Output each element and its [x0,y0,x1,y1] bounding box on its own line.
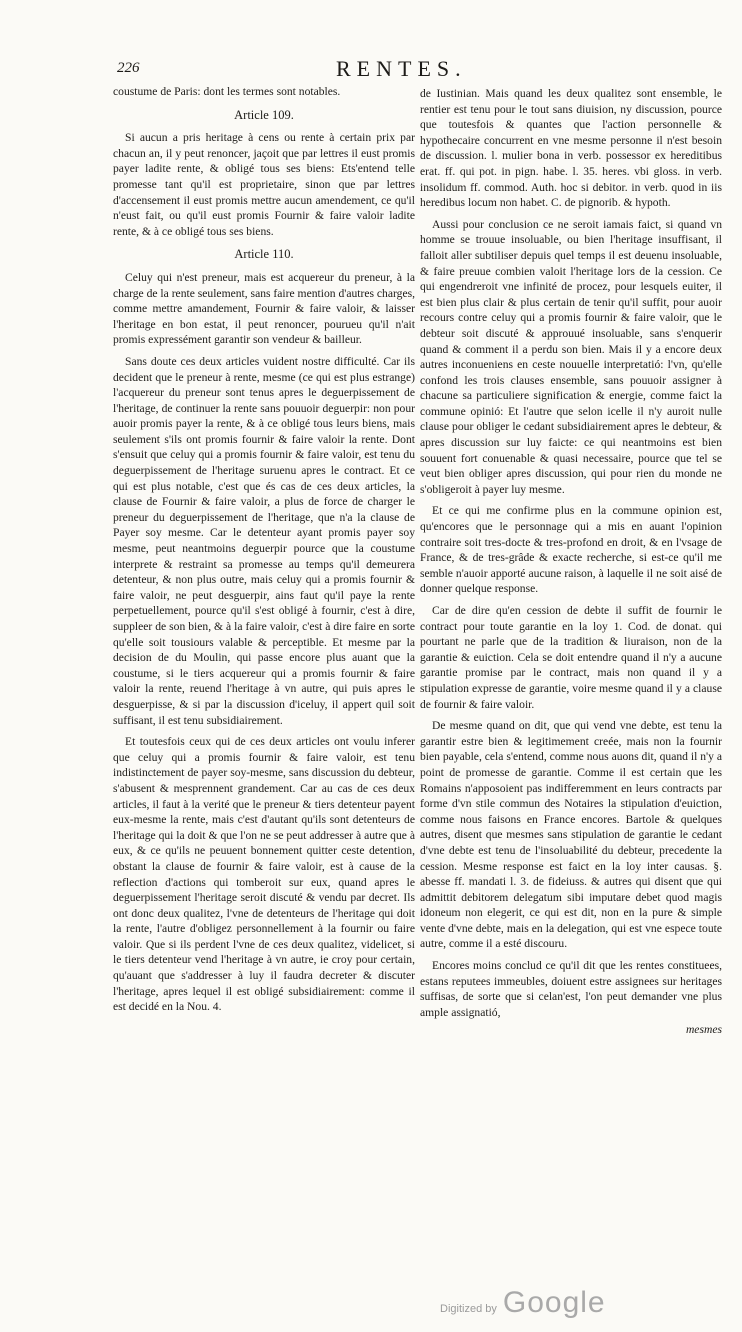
running-title: RENTES. [336,56,467,81]
left-column [113,84,415,1021]
catchword: mesmes [685,1023,722,1037]
paragraph: Car de dire qu'en cession de debte il suffit de fournir le contract pour toute garantie en la loy 1. Cod. de donat. qui pourtant ne parle que de la tradition & liuraison, non de la garantie & euiction. Cela se doit entendre quand il n'y a aucune garantie promise par le contract, mais non quand il y a stipulation expresse de garantie, voire mesme quand il y a clause de fournir & faire valoir. [420,604,722,711]
page-number: 226 [117,60,140,76]
paragraph: Sans doute ces deux articles vuident nostre difficulté. Car ils decident que le preneur à rente, mesme (ce qui est plus estrange) l'acquereur du preneur sont tenus apres le deguerpissement de l'heritage, de continuer la rente sans pouuoir deguerpir: non pour auoir promis payer la rente, & à ce obligé tous leurs biens, mais seulement s'ils ont promis fournir & faire valoir la rente. Dont s'ensuit que celuy qui a promis fournir & faire valoir, est tenu du deguerpissement de l'heritage suruenu apres le contract. Et ce qui est plus notable, c'est que és cas de ces deux articles, la clause de Fournir & faire valoir, a plus de force de charger le preneur du deguerpissement de l'heritage, que n'a la clause de Payer soy mesme. Car le detenteur ayant promis payer soy mesme, peut neantmoins deguerpir pource que la coustume interprete & restraint sa promesse au temps qu'il demeurera detenteur, & non plus outre, mais celuy qui a promis fournir & faire valoir, ne peut desguerpir, ains faut qu'il paye la rente perpetuellement, pource qu'il s'est obligé à fournir, c'est à dire, suppleer de son bien, & à la faire valoir, c'est à dire faire en sorte qu'elle soit tousiours valable & perceptible. Et mesme par la decision de du Moulin, qui passe encore plus auant que la coustume, si le tiers acquereur qui a promis fournir & faire valoir la rente, reuend l'heritage à vn autre, qui puis apres le desguerpisse, & si par la discussion d'iceluy, il appert quil soit suffisant, il est tenu subsidiairement. [113,354,415,727]
paragraph: de Iustinian. Mais quand les deux qualitez sont ensemble, le rentier est tenu pour le tout sans diuision, ny discussion, pource que toutesfois & quantes que l'action personnelle & hypothecaire concurrent en vne mesme personne il n'est besoin de discussion. l. mulier bona in verb. possessor ex hereditibus erat. ff. qui pot. in pign. habe. l. 35. heres. vbi gloss. in verb. insolidum ff. commod. Auth. hoc si debitor. in verb. quod in iis heredibus locum non habet. C. de pignorib. & hypoth. [420,87,722,210]
paragraph: Celuy qui n'est preneur, mais est acquereur du preneur, à la charge de la rente seulement, sans faire mention d'autres charges, comme mettre amandement, Fournir & faire valoir, & laisser l'heritage en bon estat, il peut renoncer, pourueu qu'il n'ait promis expressément garantir son vendeur & bailleur. [113,270,416,347]
article-heading: Article 109. [234,107,294,122]
paragraph: coustume de Paris: dont les termes sont notables. [113,85,341,98]
paragraph: Aussi pour conclusion ce ne seroit iamais faict, si quand vn homme se trouue insoluable, ou bien l'heritage insuffisant, il falloit aller subtiliser depuis quel temps il est deuenu insoluable, & faire preuue combien valoit l'heritage lors de la cession. Ce qui engendreroit vne infinité de procez, pour lesquels euiter, il est bien plus clair & plus certain de tenir qu'il suffit, pour auoir recours contre celuy qui a promis fournir & faire valoir, que le debteur soit discuté & approuué insoluable, sans s'enquerir quand & comment il a perdu son bien. Mais il y a encore deux autres inconueniens en ceste nouuelle interpretatió: l'vn, qu'elle confond les trois clauses ensemble, sans pouuoir assigner à chacune sa particuliere signification & energie, comme faict la commune opinió: Et l'autre que selon icelle il n'y auroit nulle clause pour obliger le cedant subsidiairement apres le debteur, & apres discussion sur luy faicte: ce qui neantmoins est bien souuent fort conuenable & quasi necessaire, pource que tel se veut bien obliger apres discussion, qui pour rien du monde ne s'obligeroit à payer luy mesme. [420,217,722,496]
article-heading: Article 110. [234,247,294,262]
paragraph: Encores moins conclud ce qu'il dit que les rentes constituees, estans reputees immeubles, doiuent estre assignees sur heritages suffisas, de sorte que si celan'est, l'on peut demander vne plus ample assignatió, [420,959,722,1019]
paragraph: Et ce qui me confirme plus en la commune opinion est, qu'encores que le personnage qui a mis en auant l'opinion contraire soit tres-docte & tres-profond en droit, & en l'vsage de France, & de tres-grâde & exacte recherche, si est-ce qu'il me semble n'auoir apporté aucune raison, à laquelle il ne soit aisé de donner quelque response. [420,504,722,596]
paragraph: Et toutesfois ceux qui de ces deux articles ont voulu inferer que celuy qui a promis fournir & faire valoir, est tenu indistinctement de payer soy-mesme, sans discussion du debteur, s'abusent & mesprennent grandement. Car au cas de ces deux articles, il faut à la verité que le preneur & tiers detenteur payent eux-mesme la rente, mais c'est d'autant qu'ils sont detenteurs de l'heritage qui la doit & que l'on ne se peut addresser à autre que à eux, & ce qu'ils ne peuuent bonnement quitter ceste detention, obstant la clause de fournir & faire valoir, est à cause de la reflection d'actions qui tomberoit sur eux, quand apres le deguerpissement l'heritage seroit discuté & vendu par decret. Ils ont donc deux qualitez, l'vne de detenteurs de l'heritage qui doit la rente, l'autre d'obligez personnellement à la fournir ou faire valoir. Que si ils perdent l'vne de ces deux qualitez, videlicet, si le tiers detenteur vend l'heritage à vn autre, ie croy pour certain, qu'auant que s'addresser à luy il faudra decreter & discuter l'heritage, apres lequel il est obligé subsidiairement: comme il est decidé en la Nou. 4. [113,735,415,1014]
paragraph: De mesme quand on dit, que qui vend vne debte, est tenu la garantir estre bien & legitimement creée, mais non la fournir bien payable, cela s'entend, comme nous auons dit, quand il n'y a point de promesse de garantie. Comme il est certain que les Romains n'apposoient pas indifferemment en leurs contracts par forme d'vn stile commun des Notaires la stipulation d'euiction, comme nous faisons en France encores. Bartole & quelques autres, disent que mesmes sans stipulation de garantie le cedant d'vne debte est tenu de l'insoluabilité du debteur, precedente la cession. Mesme response est faict en la loy inter causas. §. abesse ff. mandati l. 3. de fideiuss. & autres qui disent que qui admittit debitorem delegatum sibi imputare debet quod magis idoneum non elegerit, ce qui est dit, non en la pure & simple vente d'vne debte, mais en la delegation, qui est vne espece toute autre, comme il a esté discouru. [420,719,722,951]
paragraph: Si aucun a pris heritage à cens ou rente à certain prix par chacun an, il y peut renoncer, jaçoit que par lettres il eust promis payer ladite rente, & obligé tous ses biens: Ets'entend telle promesse tant qu'il est proprietaire, sinon que par lettres d'accensement il eust promis mettre aucun amendement, ce qu'il n'eust fait, ou qu'il eust promis Fournir & faire valoir ladite rente, & à ce obligé tous ses biens. [113,131,415,238]
digitized-by-watermark [440,1286,606,1320]
right-column [420,86,722,1038]
google-logo: Google [502,1286,606,1319]
digitized-by-label: Digitized by [440,1303,497,1315]
